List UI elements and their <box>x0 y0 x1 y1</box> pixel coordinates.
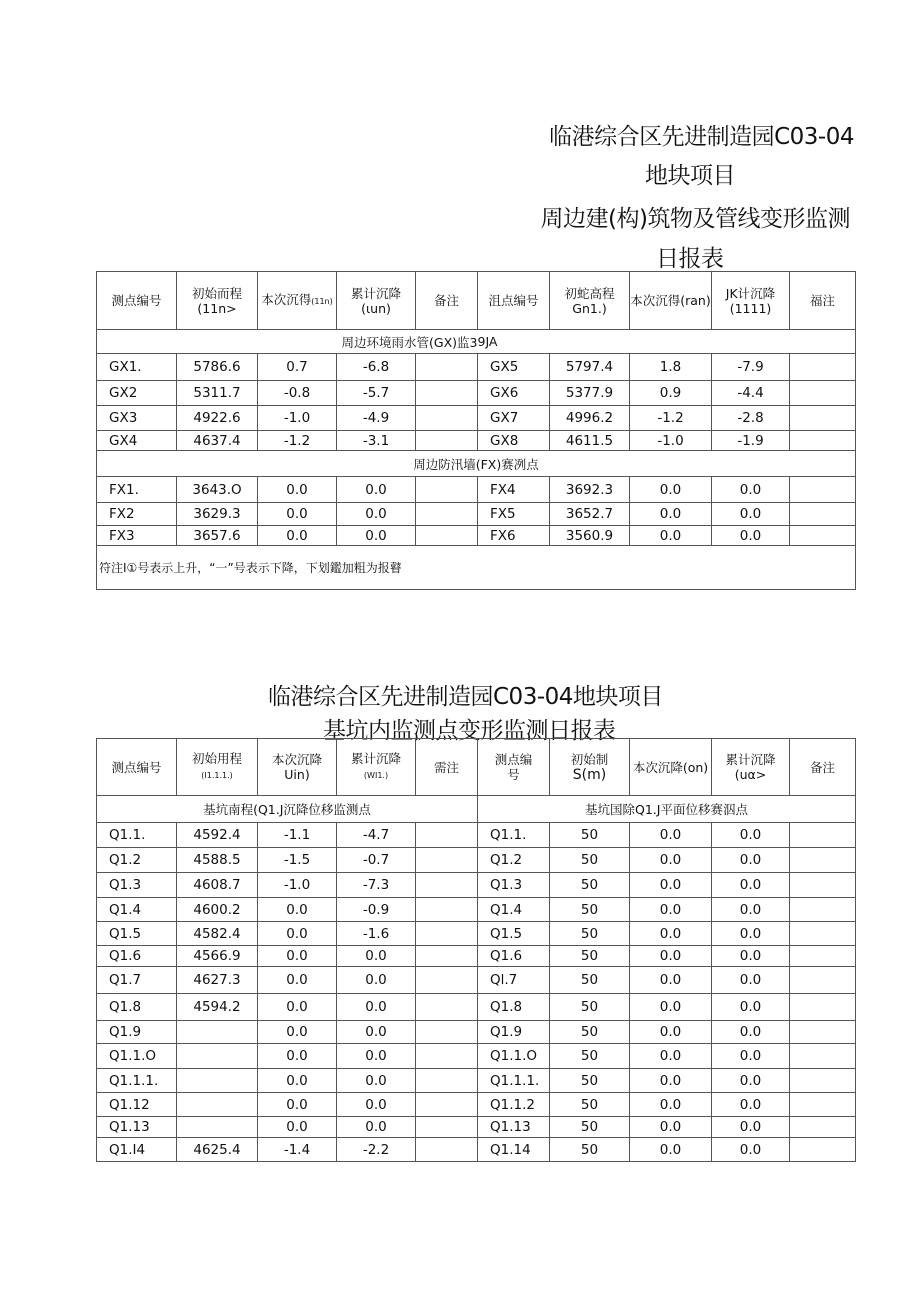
cell-current-change: 0.0 <box>258 922 337 946</box>
report1-table <box>96 271 856 590</box>
cell-cumulative-change-2: 0.0 <box>712 946 790 967</box>
cell-current-change-2: 0.0 <box>630 823 712 848</box>
cell-point-id-2: FX4 <box>478 477 550 503</box>
cell-initial-value: 4592.4 <box>177 823 258 848</box>
cell-cumulative-change-2: -2.8 <box>712 406 790 431</box>
cell-cumulative-change-2: 0.0 <box>712 1117 790 1138</box>
cell-cumulative-change: 0.0 <box>337 1069 416 1093</box>
cell-current-change: -1.0 <box>258 873 337 898</box>
cell-point-id: Q1.4 <box>97 898 177 922</box>
cell-initial-value-2: 50 <box>550 898 630 922</box>
cell-remark-2 <box>790 898 856 922</box>
report2-header-row <box>97 739 856 796</box>
cell-cumulative-change: -0.9 <box>337 898 416 922</box>
report2-table <box>96 738 856 1162</box>
table-row <box>97 946 856 967</box>
cell-remark <box>416 1069 478 1093</box>
cell-current-change: 0.0 <box>258 477 337 503</box>
cell-point-id: FX1. <box>97 477 177 503</box>
cell-point-id-2: Q1.1.O <box>478 1044 550 1069</box>
table-row <box>97 1021 856 1044</box>
header-current-settlement: 本次沉降 Uin) <box>258 739 337 796</box>
section-settlement-label: 基坑南程(Q1.J沉降位移监测点 <box>97 796 478 823</box>
cell-cumulative-change: 0.0 <box>337 1021 416 1044</box>
report1-title-line1: 临港综合区先进制造园C03-04 <box>549 124 854 150</box>
table-row <box>97 1117 856 1138</box>
cell-initial-value-2: 4996.2 <box>550 406 630 431</box>
cell-current-change: -0.8 <box>258 381 337 406</box>
cell-current-change: -1.4 <box>258 1138 337 1162</box>
cell-initial-value: 4600.2 <box>177 898 258 922</box>
cell-current-change-2: -1.2 <box>630 406 712 431</box>
report2-title-line2: 基坑内监测点变形监测日报表 <box>323 718 616 744</box>
cell-point-id: Q1.I4 <box>97 1138 177 1162</box>
cell-remark <box>416 406 478 431</box>
header-initial-elevation: 初始而程 (11n> <box>177 272 258 330</box>
cell-current-change-2: 0.0 <box>630 848 712 873</box>
cell-point-id-2: Q1.13 <box>478 1117 550 1138</box>
cell-remark-2 <box>790 1044 856 1069</box>
cell-current-change: 0.0 <box>258 1069 337 1093</box>
cell-cumulative-change-2: 0.0 <box>712 922 790 946</box>
cell-initial-value-2: 50 <box>550 967 630 994</box>
cell-initial-value-2: 50 <box>550 873 630 898</box>
cell-current-change-2: 0.0 <box>630 994 712 1021</box>
cell-current-change: 0.0 <box>258 967 337 994</box>
cell-remark-2 <box>790 477 856 503</box>
section-fx-label: 周边防汛墙(FX)赛冽点 <box>97 451 856 477</box>
header-remark-2: 福注 <box>790 272 856 330</box>
report1-note-row <box>97 546 856 590</box>
cell-cumulative-change: -4.9 <box>337 406 416 431</box>
header-current-settlement-2: 本次沉得(ran) <box>630 272 712 330</box>
table-row <box>97 898 856 922</box>
cell-initial-value: 3643.O <box>177 477 258 503</box>
cell-current-change: -1.1 <box>258 823 337 848</box>
cell-point-id: Q1.9 <box>97 1021 177 1044</box>
cell-current-change-2: 0.0 <box>630 967 712 994</box>
cell-point-id-2: FX5 <box>478 503 550 526</box>
cell-initial-value: 3657.6 <box>177 526 258 546</box>
header-point-id-2: 沮点编号 <box>478 272 550 330</box>
cell-remark-2 <box>790 823 856 848</box>
cell-point-id-2: FX6 <box>478 526 550 546</box>
table-row <box>97 994 856 1021</box>
header-current-settlement-2: 本次沉降(on) <box>630 739 712 796</box>
cell-initial-value-2: 50 <box>550 1117 630 1138</box>
table-row <box>97 526 856 546</box>
cell-current-change: 0.0 <box>258 1093 337 1117</box>
cell-remark <box>416 354 478 381</box>
cell-cumulative-change-2: 0.0 <box>712 1044 790 1069</box>
cell-remark-2 <box>790 526 856 546</box>
cell-point-id-2: Q1.4 <box>478 898 550 922</box>
cell-current-change-2: 0.0 <box>630 1093 712 1117</box>
cell-cumulative-change: -4.7 <box>337 823 416 848</box>
cell-cumulative-change: 0.0 <box>337 526 416 546</box>
cell-cumulative-change: -3.1 <box>337 431 416 451</box>
cell-initial-value-2: 50 <box>550 1044 630 1069</box>
cell-cumulative-change-2: 0.0 <box>712 967 790 994</box>
header-remark: 备注 <box>416 272 478 330</box>
cell-point-id-2: Q1.1.1. <box>478 1069 550 1093</box>
cell-initial-value: 3629.3 <box>177 503 258 526</box>
cell-current-change-2: 0.0 <box>630 1044 712 1069</box>
cell-point-id-2: Q1.1. <box>478 823 550 848</box>
cell-remark-2 <box>790 922 856 946</box>
cell-point-id: GX1. <box>97 354 177 381</box>
report1-header-row <box>97 272 856 330</box>
cell-point-id-2: Q1.3 <box>478 873 550 898</box>
cell-remark-2 <box>790 406 856 431</box>
cell-current-change-2: 0.0 <box>630 503 712 526</box>
header-point-id: 测点编号 <box>97 272 177 330</box>
cell-point-id-2: Q1.8 <box>478 994 550 1021</box>
cell-initial-value-2: 5797.4 <box>550 354 630 381</box>
cell-cumulative-change: -7.3 <box>337 873 416 898</box>
cell-point-id: Q1.1. <box>97 823 177 848</box>
cell-point-id: Q1.5 <box>97 922 177 946</box>
table-row <box>97 503 856 526</box>
cell-initial-value <box>177 1044 258 1069</box>
cell-initial-value-2: 50 <box>550 823 630 848</box>
cell-point-id: Q1.3 <box>97 873 177 898</box>
cell-initial-value: 4566.9 <box>177 946 258 967</box>
cell-current-change: 0.0 <box>258 1117 337 1138</box>
cell-point-id-2: Q1.6 <box>478 946 550 967</box>
cell-cumulative-change-2: 0.0 <box>712 994 790 1021</box>
cell-cumulative-change-2: -7.9 <box>712 354 790 381</box>
cell-cumulative-change: -1.6 <box>337 922 416 946</box>
cell-cumulative-change: -2.2 <box>337 1138 416 1162</box>
cell-point-id-2: GX8 <box>478 431 550 451</box>
cell-remark <box>416 873 478 898</box>
report1-title-line2: 地块项目 <box>645 163 735 189</box>
cell-initial-value: 4582.4 <box>177 922 258 946</box>
cell-initial-value-2: 5377.9 <box>550 381 630 406</box>
header-point-id-2: 测点编 号 <box>478 739 550 796</box>
cell-remark-2 <box>790 946 856 967</box>
cell-cumulative-change: -6.8 <box>337 354 416 381</box>
table-row <box>97 873 856 898</box>
cell-point-id: Q1.12 <box>97 1093 177 1117</box>
cell-cumulative-change-2: 0.0 <box>712 873 790 898</box>
header-initial-elevation: 初始用程 (I1.1.1.) <box>177 739 258 796</box>
table-row <box>97 1069 856 1093</box>
cell-remark-2 <box>790 1021 856 1044</box>
cell-cumulative-change-2: 0.0 <box>712 503 790 526</box>
cell-current-change-2: 0.0 <box>630 526 712 546</box>
cell-current-change: -1.2 <box>258 431 337 451</box>
table-row <box>97 354 856 381</box>
header-initial-elevation-2: 初蛇高程 Gn1.) <box>550 272 630 330</box>
report2-section-row <box>97 796 856 823</box>
cell-cumulative-change: 0.0 <box>337 994 416 1021</box>
cell-current-change-2: 0.9 <box>630 381 712 406</box>
cell-current-change: 0.0 <box>258 503 337 526</box>
cell-remark <box>416 848 478 873</box>
cell-cumulative-change-2: 0.0 <box>712 1069 790 1093</box>
cell-point-id: GX3 <box>97 406 177 431</box>
cell-current-change: -1.5 <box>258 848 337 873</box>
table-row <box>97 848 856 873</box>
cell-cumulative-change: 0.0 <box>337 1093 416 1117</box>
cell-initial-value-2: 50 <box>550 994 630 1021</box>
cell-cumulative-change: 0.0 <box>337 1044 416 1069</box>
cell-remark-2 <box>790 1117 856 1138</box>
cell-remark <box>416 477 478 503</box>
header-cumulative-settlement: 累计沉降 (WI1.) <box>337 739 416 796</box>
cell-initial-value <box>177 1021 258 1044</box>
cell-remark <box>416 503 478 526</box>
cell-current-change: 0.0 <box>258 898 337 922</box>
table-row <box>97 406 856 431</box>
cell-initial-value: 4608.7 <box>177 873 258 898</box>
cell-initial-value-2: 4611.5 <box>550 431 630 451</box>
cell-point-id-2: GX6 <box>478 381 550 406</box>
cell-remark <box>416 1093 478 1117</box>
cell-current-change-2: 0.0 <box>630 898 712 922</box>
report1-note: 符注I①号表示上升，“一”号表示下降，下划鑑加粗为报瞽 <box>97 546 856 590</box>
header-cumulative-settlement-2: 累计沉降 (uα> <box>712 739 790 796</box>
table-row <box>97 1138 856 1162</box>
cell-initial-value: 4588.5 <box>177 848 258 873</box>
cell-remark <box>416 1138 478 1162</box>
cell-remark <box>416 967 478 994</box>
cell-point-id: GX2 <box>97 381 177 406</box>
header-cumulative-settlement-2: JK计沉降 (1111) <box>712 272 790 330</box>
cell-point-id: Q1.1.1. <box>97 1069 177 1093</box>
cell-current-change: 0.0 <box>258 526 337 546</box>
cell-cumulative-change-2: 0.0 <box>712 526 790 546</box>
cell-current-change: 0.0 <box>258 946 337 967</box>
cell-point-id: FX3 <box>97 526 177 546</box>
section-displacement-label: 基坑国除Q1.J平面位移赛泅点 <box>478 796 856 823</box>
report1-section-fx <box>97 451 856 477</box>
cell-initial-value-2: 3692.3 <box>550 477 630 503</box>
cell-current-change-2: 0.0 <box>630 873 712 898</box>
cell-cumulative-change: -0.7 <box>337 848 416 873</box>
cell-remark <box>416 946 478 967</box>
cell-remark <box>416 526 478 546</box>
cell-initial-value-2: 50 <box>550 922 630 946</box>
cell-current-change-2: 0.0 <box>630 1138 712 1162</box>
cell-initial-value <box>177 1117 258 1138</box>
cell-remark-2 <box>790 873 856 898</box>
table-row <box>97 823 856 848</box>
table-row <box>97 1044 856 1069</box>
cell-current-change-2: 0.0 <box>630 922 712 946</box>
cell-initial-value: 5311.7 <box>177 381 258 406</box>
cell-remark <box>416 994 478 1021</box>
cell-point-id-2: GX5 <box>478 354 550 381</box>
cell-cumulative-change: 0.0 <box>337 967 416 994</box>
cell-current-change: 0.7 <box>258 354 337 381</box>
cell-remark <box>416 922 478 946</box>
cell-cumulative-change: -5.7 <box>337 381 416 406</box>
cell-current-change-2: -1.0 <box>630 431 712 451</box>
cell-cumulative-change-2: 0.0 <box>712 1021 790 1044</box>
cell-current-change: 0.0 <box>258 1044 337 1069</box>
cell-current-change-2: 0.0 <box>630 1117 712 1138</box>
cell-current-change-2: 0.0 <box>630 946 712 967</box>
cell-initial-value: 4637.4 <box>177 431 258 451</box>
cell-remark-2 <box>790 848 856 873</box>
cell-remark-2 <box>790 354 856 381</box>
cell-remark <box>416 898 478 922</box>
cell-current-change-2: 1.8 <box>630 354 712 381</box>
table-row <box>97 967 856 994</box>
cell-point-id-2: GX7 <box>478 406 550 431</box>
table-row <box>97 431 856 451</box>
cell-point-id: Q1.1.O <box>97 1044 177 1069</box>
cell-remark <box>416 1044 478 1069</box>
cell-remark <box>416 823 478 848</box>
table-row <box>97 1093 856 1117</box>
report1-title-line4: 日报表 <box>656 246 724 272</box>
cell-point-id: Q1.8 <box>97 994 177 1021</box>
cell-point-id: Q1.6 <box>97 946 177 967</box>
cell-point-id-2: Q1.14 <box>478 1138 550 1162</box>
header-initial-value-2: 初始制 S(m) <box>550 739 630 796</box>
cell-current-change-2: 0.0 <box>630 477 712 503</box>
cell-current-change: 0.0 <box>258 994 337 1021</box>
cell-cumulative-change: 0.0 <box>337 477 416 503</box>
cell-initial-value: 4627.3 <box>177 967 258 994</box>
cell-cumulative-change: 0.0 <box>337 1117 416 1138</box>
cell-point-id-2: Q1.9 <box>478 1021 550 1044</box>
cell-cumulative-change-2: 0.0 <box>712 823 790 848</box>
cell-cumulative-change-2: 0.0 <box>712 1093 790 1117</box>
cell-cumulative-change-2: -1.9 <box>712 431 790 451</box>
cell-initial-value-2: 50 <box>550 946 630 967</box>
report2-title-line1: 临港综合区先进制造园C03-04地块项目 <box>268 684 663 710</box>
cell-point-id-2: Ql.7 <box>478 967 550 994</box>
cell-point-id: GX4 <box>97 431 177 451</box>
cell-current-change-2: 0.0 <box>630 1069 712 1093</box>
cell-initial-value-2: 50 <box>550 1093 630 1117</box>
cell-remark-2 <box>790 1138 856 1162</box>
cell-point-id: Q1.2 <box>97 848 177 873</box>
table-row <box>97 477 856 503</box>
cell-remark-2 <box>790 381 856 406</box>
cell-point-id-2: Q1.5 <box>478 922 550 946</box>
cell-cumulative-change-2: 0.0 <box>712 477 790 503</box>
cell-remark <box>416 1117 478 1138</box>
cell-cumulative-change-2: 0.0 <box>712 898 790 922</box>
cell-initial-value-2: 50 <box>550 1069 630 1093</box>
cell-point-id: FX2 <box>97 503 177 526</box>
cell-cumulative-change-2: -4.4 <box>712 381 790 406</box>
table-row <box>97 922 856 946</box>
cell-point-id: Q1.7 <box>97 967 177 994</box>
cell-initial-value-2: 3560.9 <box>550 526 630 546</box>
cell-initial-value-2: 50 <box>550 1021 630 1044</box>
cell-remark-2 <box>790 1093 856 1117</box>
section-gx-label-right: 9JA <box>478 330 856 354</box>
cell-remark-2 <box>790 1069 856 1093</box>
cell-remark <box>416 381 478 406</box>
cell-initial-value: 5786.6 <box>177 354 258 381</box>
header-remark: 需注 <box>416 739 478 796</box>
cell-point-id: Q1.13 <box>97 1117 177 1138</box>
header-remark-2: 备注 <box>790 739 856 796</box>
cell-current-change-2: 0.0 <box>630 1021 712 1044</box>
cell-remark <box>416 1021 478 1044</box>
table-row <box>97 381 856 406</box>
cell-initial-value-2: 50 <box>550 1138 630 1162</box>
cell-point-id-2: Q1.2 <box>478 848 550 873</box>
header-current-settlement: 本次沉得(11n) <box>258 272 337 330</box>
cell-remark <box>416 431 478 451</box>
cell-initial-value: 4594.2 <box>177 994 258 1021</box>
cell-initial-value-2: 50 <box>550 848 630 873</box>
cell-remark-2 <box>790 431 856 451</box>
cell-initial-value: 4625.4 <box>177 1138 258 1162</box>
cell-cumulative-change: 0.0 <box>337 503 416 526</box>
cell-initial-value <box>177 1093 258 1117</box>
header-cumulative-settlement: 累计沉降 (ιun) <box>337 272 416 330</box>
cell-remark-2 <box>790 503 856 526</box>
cell-remark-2 <box>790 994 856 1021</box>
cell-cumulative-change: 0.0 <box>337 946 416 967</box>
cell-point-id-2: Q1.1.2 <box>478 1093 550 1117</box>
report1-section-gx <box>97 330 856 354</box>
report1-title-line3: 周边建(构)筑物及管线变形监测 <box>540 206 850 232</box>
cell-initial-value: 4922.6 <box>177 406 258 431</box>
cell-initial-value-2: 3652.7 <box>550 503 630 526</box>
cell-cumulative-change-2: 0.0 <box>712 848 790 873</box>
section-gx-label: 周边环境雨水管(GX)监3 <box>97 330 478 354</box>
header-point-id: 测点编号 <box>97 739 177 796</box>
cell-remark-2 <box>790 967 856 994</box>
cell-current-change: 0.0 <box>258 1021 337 1044</box>
cell-initial-value <box>177 1069 258 1093</box>
cell-cumulative-change-2: 0.0 <box>712 1138 790 1162</box>
cell-current-change: -1.0 <box>258 406 337 431</box>
